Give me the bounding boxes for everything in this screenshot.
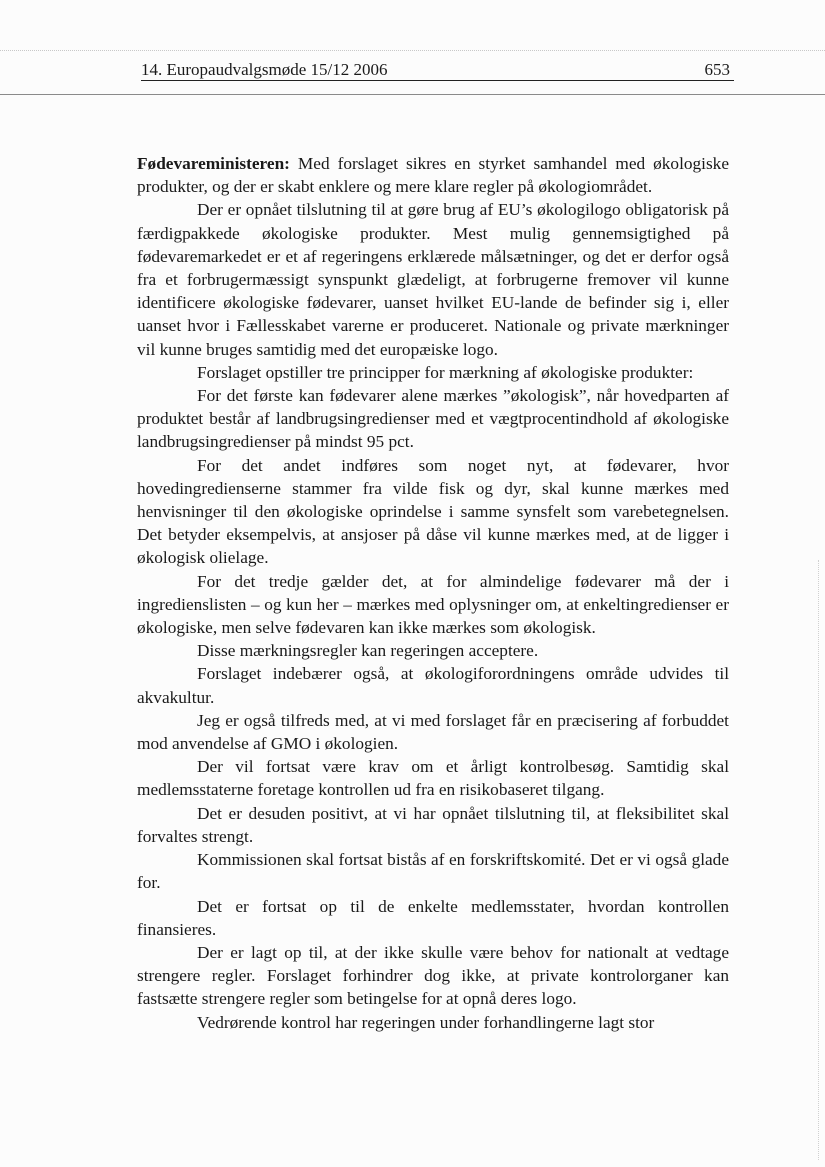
paragraph: For det tredje gælder det, at for almindelige fødevarer må der i ingredienslisten – og kun her – mærkes med oplysninger om, at enkeltingredienser er økologiske, men selve fødevaren kan ikke mærkes som økologisk. bbox=[137, 571, 729, 638]
paragraph: Disse mærkningsregler kan regeringen acceptere. bbox=[197, 641, 539, 661]
body-text bbox=[137, 152, 729, 1034]
scan-edge-top bbox=[0, 50, 825, 51]
paragraph-text: Med forslaget sikres en styrket samhandel med økologiske produkter, og der er skabt enklere og mere klare regler på økologiområdet. bbox=[137, 154, 729, 197]
header-underline bbox=[141, 80, 734, 81]
paragraph: Jeg er også tilfreds med, at vi med forslaget får en præcisering af forbuddet mod anvendelse af GMO i økologien. bbox=[137, 710, 729, 754]
paragraph: For det første kan fødevarer alene mærkes ”økologisk”, når hovedparten af produktet består af landbrugsingredienser med et vægtprocentindhold af økologiske landbrugsingredienser på mindst 95 pct. bbox=[137, 386, 729, 452]
header-title: 14. Europaudvalgsmøde 15/12 2006 bbox=[141, 60, 388, 79]
running-header bbox=[141, 60, 732, 82]
paragraph: Forslaget indebærer også, at økologiforordningens område udvides til akvakultur. bbox=[137, 664, 729, 707]
paragraph: Kommissionen skal fortsat bistås af en forskriftskomité. Det er vi også glade for. bbox=[137, 850, 729, 893]
paragraph: Det er desuden positivt, at vi har opnået tilslutning til, at fleksibilitet skal forvaltes strengt. bbox=[137, 803, 729, 846]
paragraph: Vedrørende kontrol har regeringen under forhandlingerne lagt stor bbox=[197, 1012, 655, 1032]
header-rule bbox=[0, 94, 825, 95]
page-number: 653 bbox=[704, 60, 730, 79]
paragraph: Forslaget opstiller tre principper for mærkning af økologiske produkter: bbox=[197, 362, 694, 382]
paragraph: Der vil fortsat være krav om et årligt kontrolbesøg. Samtidig skal medlemsstaterne foretage kontrollen ud fra en risikobaseret tilgang. bbox=[137, 757, 729, 800]
paragraph: Det er fortsat op til de enkelte medlemsstater, hvordan kontrollen finansieres. bbox=[137, 896, 729, 939]
paragraph bbox=[137, 152, 729, 198]
paragraph: For det andet indføres som noget nyt, at fødevarer, hvor hovedingredienserne stammer fra vilde fisk og dyr, skal kunne mærkes med henvisninger til den økologiske oprindelse i samme synsfelt som varebetegnelsen. Det betyder eksempelvis, at ansjoser på dåse vil kunne mærkes med, at de ligger i økologisk olielage. bbox=[137, 455, 729, 568]
scan-edge-right bbox=[818, 560, 819, 1160]
speaker-label: Fødevareministeren: bbox=[137, 154, 290, 173]
paragraph: Der er opnået tilslutning til at gøre brug af EU’s økologilogo obligatorisk på færdigpakkede økologiske produkter. Mest mulig gennemsigtighed på fødevaremarkedet er et af regeringens erklærede målsætninger, og det er derfor også fra et forbrugermæssigt synspunkt glædeligt, at forbrugerne fremover vil kunne identificere økologiske fødevarer, uanset hvilket EU-lande de befinder sig i, eller uanset hvor i Fællesskabet varerne er produceret. Nationale og private mærkninger vil kunne bruges samtidig med det europæiske logo. bbox=[137, 200, 729, 359]
paragraph: Der er lagt op til, at der ikke skulle være behov for nationalt at vedtage strengere regler. Forslaget forhindrer dog ikke, at private kontrolorganer kan fastsætte strengere regler som betingelse for at opnå deres logo. bbox=[137, 942, 729, 1009]
